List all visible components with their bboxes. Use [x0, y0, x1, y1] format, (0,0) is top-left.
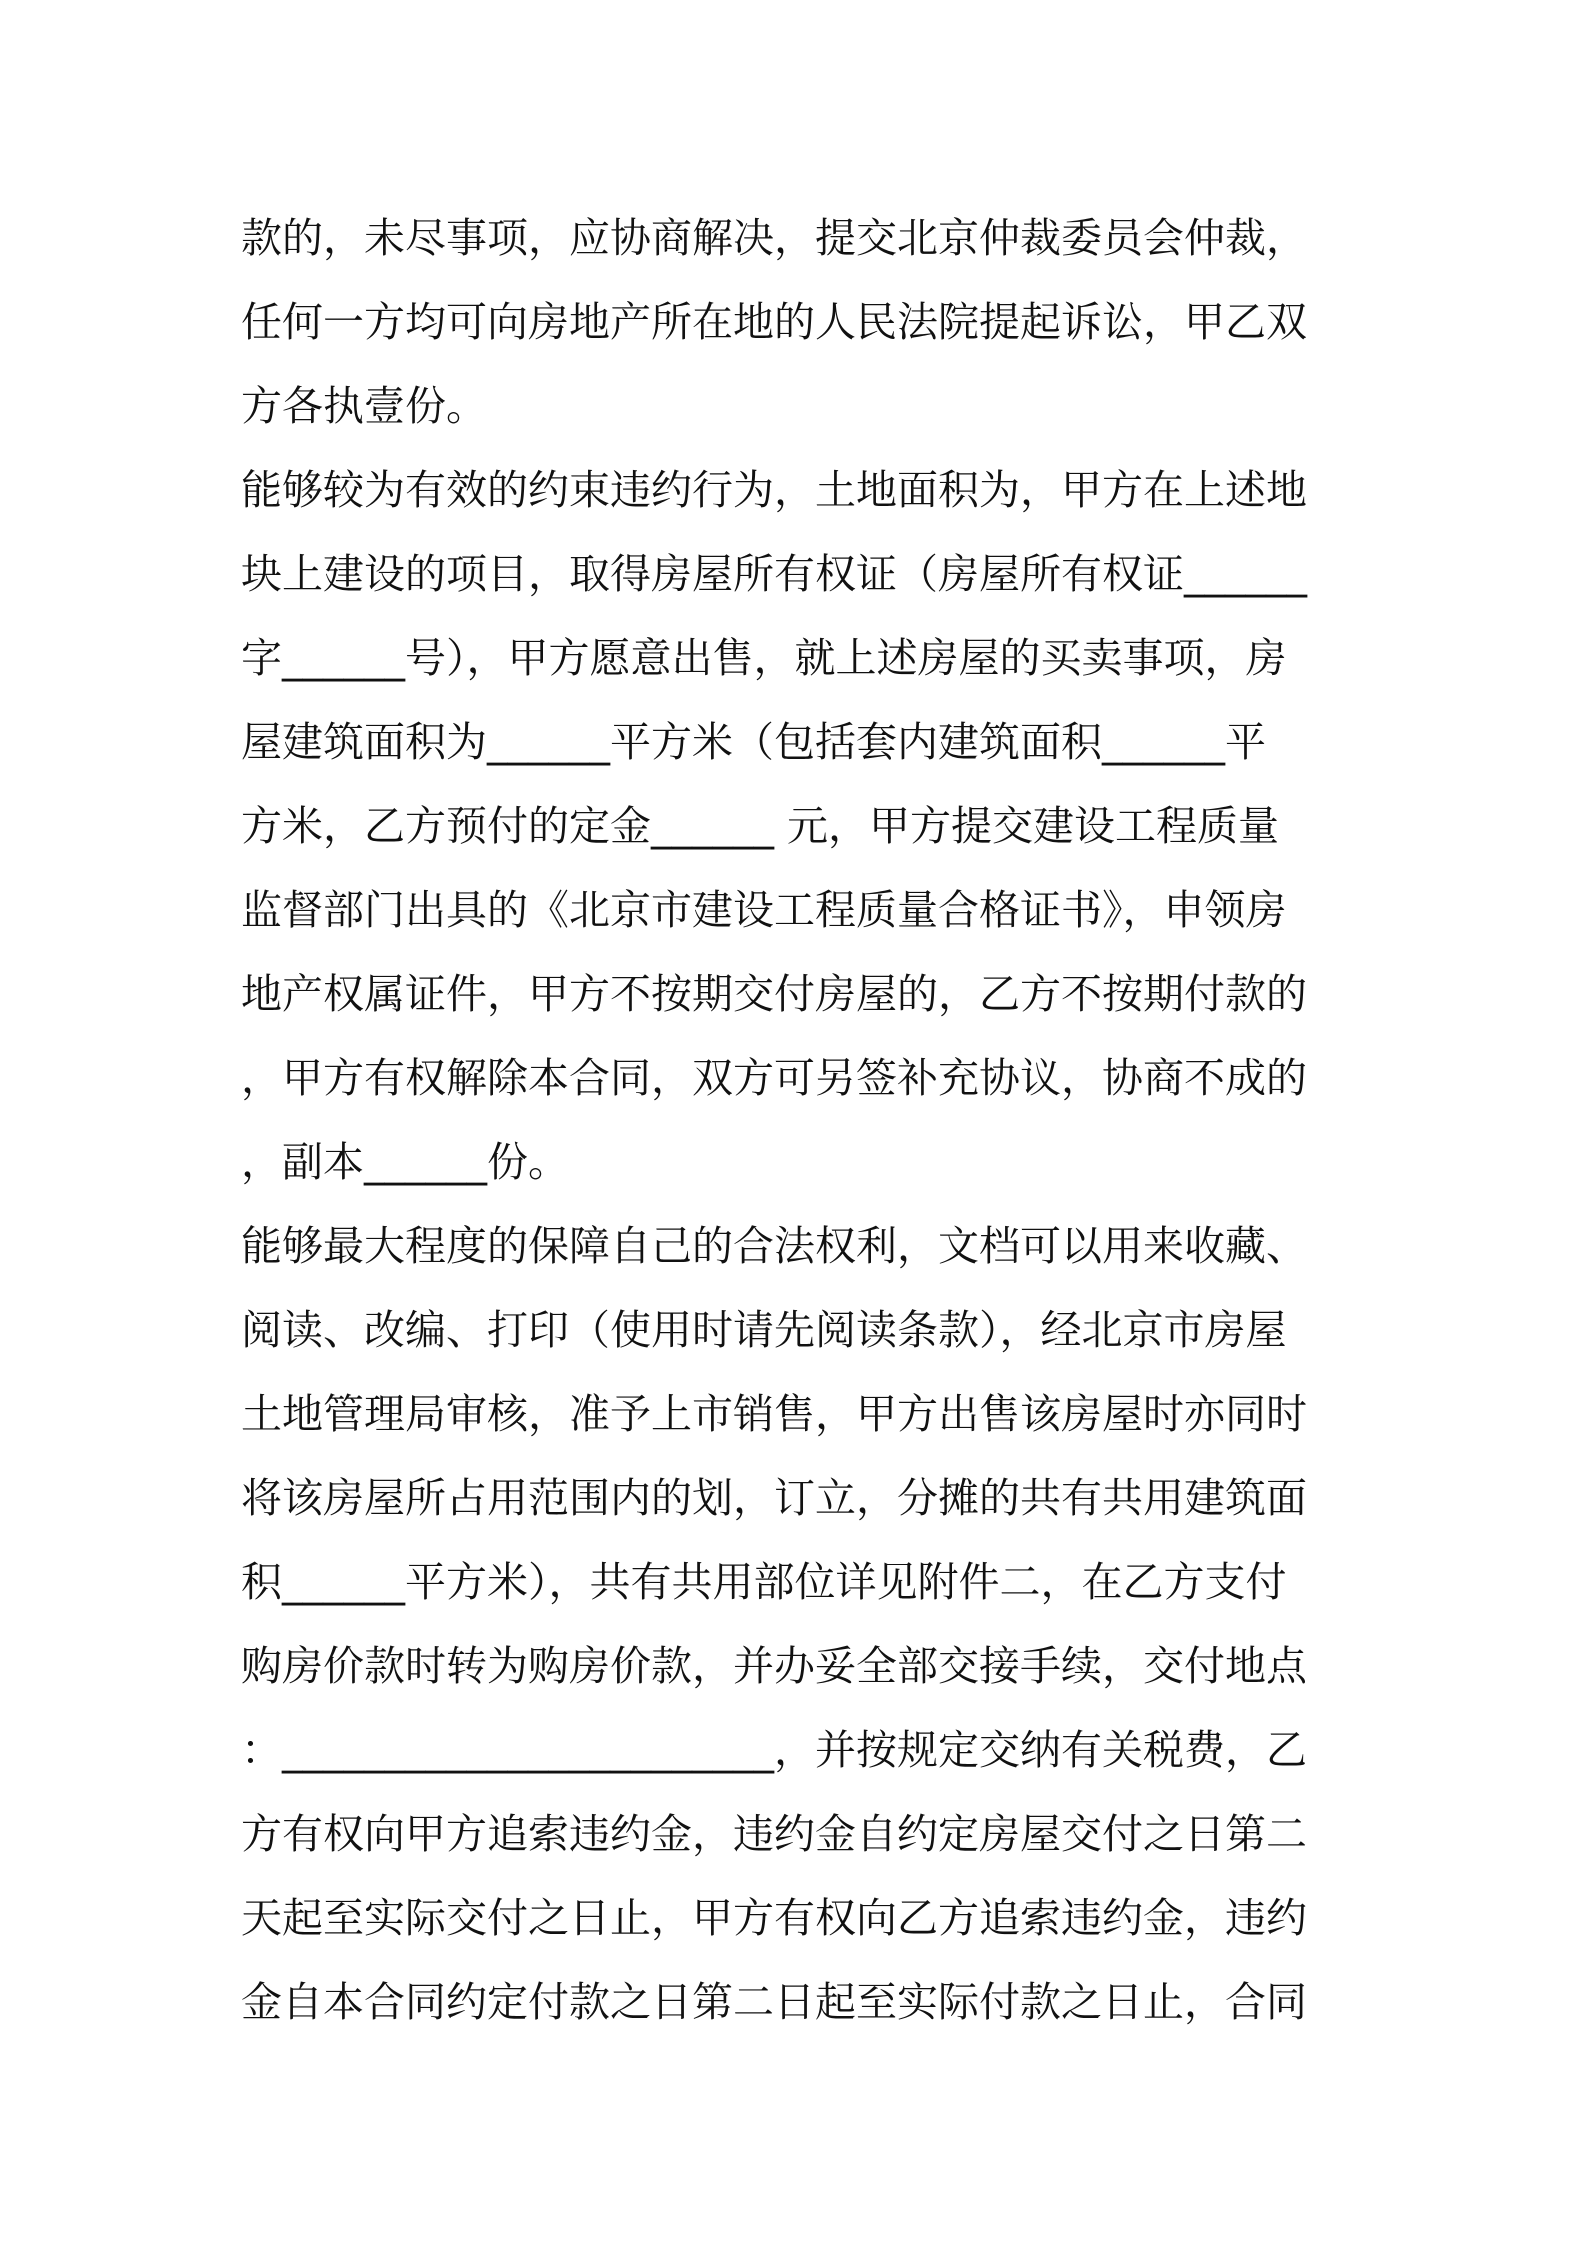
text-line: 天起至实际交付之日止，甲方有权向乙方追索违约金，违约 [241, 1894, 1307, 1942]
text-line: 监督部门出具的《北京市建设工程质量合格证书》，申领房 [241, 886, 1287, 934]
paragraph-2 [241, 448, 1361, 1204]
text-line: ，副本______份。 [241, 1138, 569, 1186]
text-line: 购房价款时转为购房价款，并办妥全部交接手续，交付地点 [241, 1642, 1307, 1690]
text-line: 任何一方均可向房地产所在地的人民法院提起诉讼，甲乙双 [241, 298, 1307, 346]
text-line: ，甲方有权解除本合同，双方可另签补充协议，协商不成的 [241, 1054, 1307, 1102]
text-line: 将该房屋所占用范围内的划，订立，分摊的共有共用建筑面 [241, 1474, 1307, 1522]
text-line: 能够较为有效的约束违约行为，土地面积为，甲方在上述地 [241, 466, 1307, 514]
text-line: 能够最大程度的保障自己的合法权利，文档可以用来收藏、 [241, 1222, 1307, 1270]
text-line: 阅读、改编、打印（使用时请先阅读条款），经北京市房屋 [241, 1306, 1287, 1354]
text-line: 款的，未尽事项，应协商解决，提交北京仲裁委员会仲裁， [241, 214, 1307, 262]
text-line: 方米，乙方预付的定金______ 元，甲方提交建设工程质量 [241, 802, 1280, 850]
text-line: 块上建设的项目，取得房屋所有权证（房屋所有权证______ [241, 550, 1307, 598]
text-line: 金自本合同约定付款之日第二日起至实际付款之日止，合同 [241, 1978, 1307, 2026]
text-line: 方有权向甲方追索违约金，违约金自约定房屋交付之日第二 [241, 1810, 1307, 1858]
paragraph-1 [241, 196, 1361, 448]
text-line: 土地管理局审核，准予上市销售，甲方出售该房屋时亦同时 [241, 1390, 1307, 1438]
text-line: 积______平方米），共有共用部位详见附件二，在乙方支付 [241, 1558, 1287, 1606]
text-line: ：________________________，并按规定交纳有关税费，乙 [241, 1726, 1307, 1774]
text-line: 地产权属证件，甲方不按期交付房屋的，乙方不按期付款的 [241, 970, 1307, 1018]
text-line: 方各执壹份。 [241, 382, 487, 430]
paragraph-3 [241, 1204, 1361, 2044]
document-body [241, 196, 1361, 2044]
text-line: 字______号），甲方愿意出售，就上述房屋的买卖事项，房 [241, 634, 1287, 682]
text-line: 屋建筑面积为______平方米（包括套内建筑面积______平 [241, 718, 1266, 766]
